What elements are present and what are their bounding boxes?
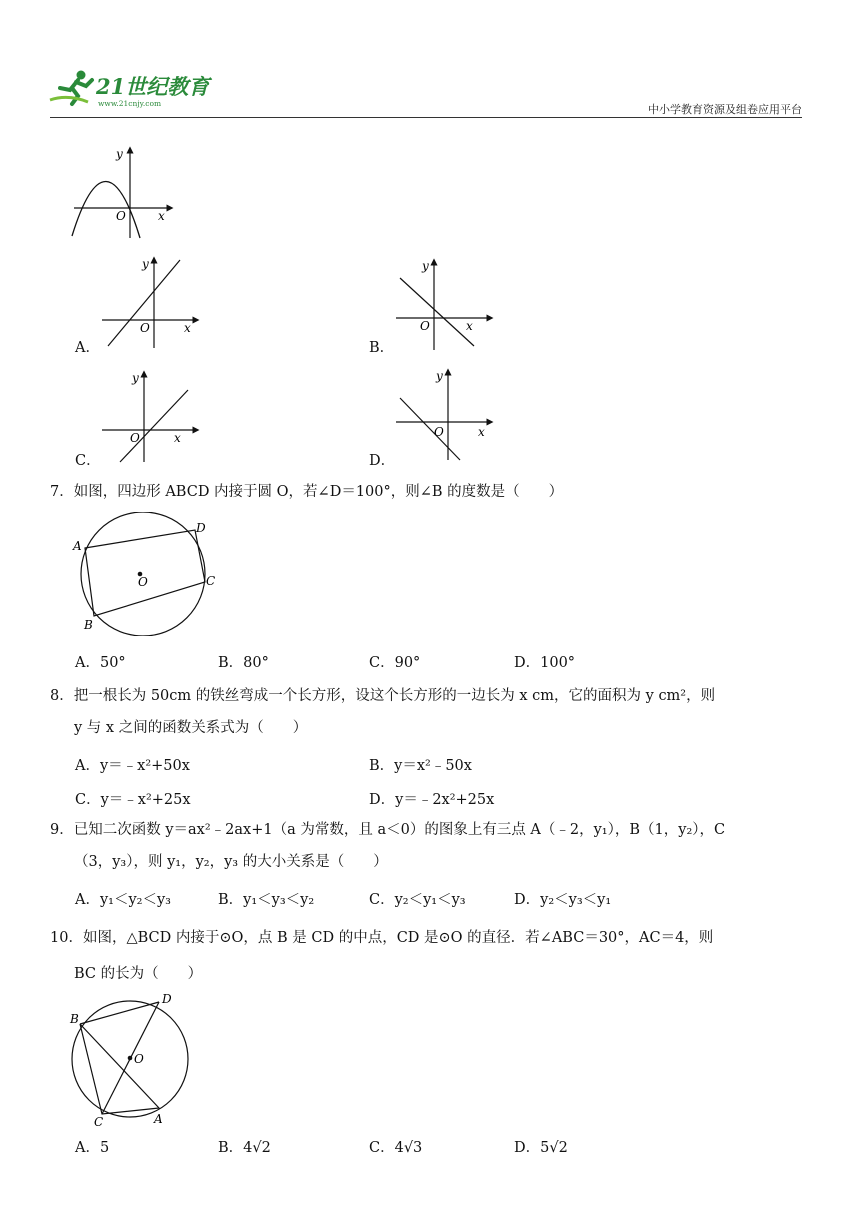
q7-option-a: A．50° — [75, 655, 126, 671]
q10-option-a: A．5 — [75, 1140, 110, 1156]
axis-y-label: y — [422, 259, 429, 273]
point-d-label: D — [196, 521, 206, 535]
q10-text-line1: 10．如图，△BCD 内接于⊙O，点 B 是 CD 的中点，CD 是⊙O 的直径．若∠ABC＝30°，AC＝4，则 — [50, 930, 714, 946]
q9-option-c: C．y₂＜y₁＜y₃ — [369, 892, 466, 908]
site-logo — [48, 66, 218, 108]
q6-graph-b — [394, 256, 494, 352]
logo-text: 21世纪教育 — [96, 74, 210, 99]
q8-text-line2: y 与 x 之间的函数关系式为（ ） — [74, 720, 308, 736]
center-o-label: O — [138, 575, 148, 589]
runner-icon — [50, 71, 92, 105]
origin-label: O — [420, 319, 430, 333]
header-divider — [50, 117, 802, 118]
point-b-label: B — [84, 618, 93, 632]
axis-x-label: x — [158, 209, 165, 223]
axis-y-label: y — [132, 371, 139, 385]
q8-option-c: C．y＝﹣x²+25x — [75, 792, 191, 808]
q9-option-a: A．y₁＜y₂＜y₃ — [75, 892, 171, 908]
origin-label: O — [130, 431, 140, 445]
q10-option-c: C．4√3 — [369, 1140, 423, 1156]
q8-option-b: B．y＝x²﹣50x — [369, 758, 472, 774]
q7-option-c: C．90° — [369, 655, 421, 671]
q8-text-line1: 8．把一根长为 50cm 的铁丝弯成一个长方形，设这个长方形的一边长为 x cm，它的面积为 y cm²，则 — [50, 688, 716, 704]
q6-option-a-label: A． — [75, 340, 100, 356]
q6-graph-d — [394, 366, 494, 462]
axis-x-label: x — [174, 431, 181, 445]
q9-text-line1: 9．已知二次函数 y＝ax²﹣2ax+1（a 为常数，且 a＜0）的图象上有三点 A（﹣2，y₁），B（1，y₂），C — [50, 822, 726, 838]
q7-option-d: D．100° — [514, 655, 576, 671]
q10-option-b: B．4√2 — [218, 1140, 271, 1156]
point-a-label: A — [154, 1112, 163, 1126]
q6-graph-c — [100, 368, 200, 464]
q7-text: 7．如图，四边形 ABCD 内接于圆 O，若∠D＝100°，则∠B 的度数是（ ） — [50, 484, 564, 500]
point-a-label: A — [73, 539, 82, 553]
q9-text-line2: （3，y₃），则 y₁，y₂，y₃ 的大小关系是（ ） — [74, 854, 388, 870]
point-b-label: B — [70, 1012, 79, 1026]
q10-text-line2: BC 的长为（ ） — [74, 966, 203, 982]
logo-url: www.21cnjy.com — [98, 99, 162, 108]
axis-x-label: x — [466, 319, 473, 333]
q10-figure — [62, 992, 202, 1130]
q8-option-d: D．y＝﹣2x²+25x — [369, 792, 495, 808]
axis-x-label: x — [478, 425, 485, 439]
axis-y-label: y — [142, 257, 149, 271]
q6-option-b-label: B． — [369, 340, 395, 356]
q8-option-a: A．y＝﹣x²+50x — [75, 758, 190, 774]
q9-option-b: B．y₁＜y₃＜y₂ — [218, 892, 315, 908]
point-c-label: C — [94, 1115, 104, 1129]
q6-graph-a — [100, 254, 200, 350]
origin-label: O — [140, 321, 150, 335]
point-d-label: D — [162, 992, 172, 1006]
q6-option-c-label: C． — [75, 453, 101, 469]
q7-option-b: B．80° — [218, 655, 269, 671]
axis-x-label: x — [184, 321, 191, 335]
axis-y-label: y — [436, 369, 443, 383]
q10-option-d: D．5√2 — [514, 1140, 568, 1156]
q9-option-d: D．y₂＜y₃＜y₁ — [514, 892, 612, 908]
axis-y-label: y — [116, 147, 123, 161]
platform-name: 中小学教育资源及组卷应用平台 — [648, 103, 802, 116]
parabola-graph — [66, 144, 176, 240]
point-c-label: C — [206, 574, 216, 588]
q6-option-d-label: D． — [369, 453, 396, 469]
center-o-label: O — [134, 1052, 144, 1066]
origin-label: O — [434, 425, 444, 439]
q7-figure — [64, 512, 224, 636]
origin-label: O — [116, 209, 126, 223]
